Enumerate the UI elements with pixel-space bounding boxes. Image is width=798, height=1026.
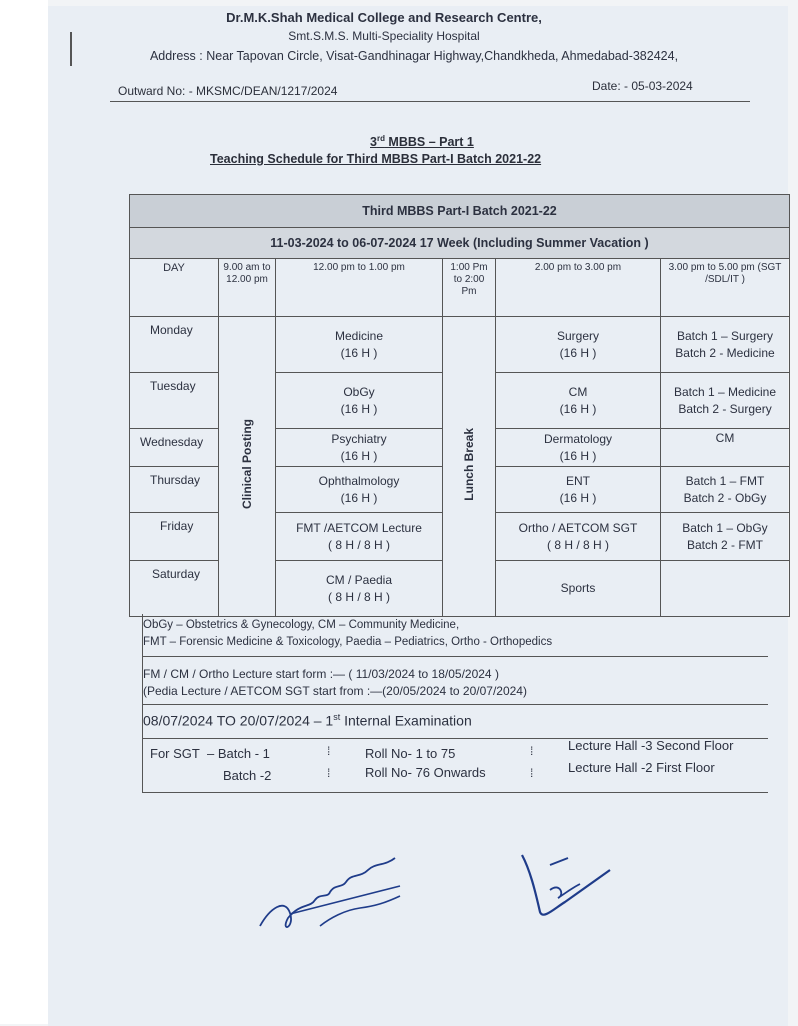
- slot-cell: ENT (16 H ): [496, 467, 661, 513]
- slot-cell: Psychiatry (16 H ): [276, 429, 443, 467]
- header-slot-1pm: 1:00 Pm to 2:00 Pm: [443, 259, 496, 317]
- slot-cell: CM / Paedia ( 8 H / 8 H ): [276, 561, 443, 617]
- schedule-table: [129, 194, 790, 617]
- day-cell: Friday: [130, 513, 219, 561]
- table-batch-header: Third MBBS Part-I Batch 2021-22: [130, 195, 790, 228]
- sgt-cell: [661, 561, 790, 617]
- abbrev-line-1: ObGy – Obstetrics & Gynecology, CM – Community Medicine,: [143, 619, 460, 631]
- sgt-cell: Batch 1 – Medicine Batch 2 - Surgery: [661, 373, 790, 429]
- sgt-batch-1-hall: Lecture Hall -3 Second Floor: [568, 738, 734, 753]
- clinical-posting-cell: [219, 317, 276, 617]
- slot-cell: CM (16 H ): [496, 373, 661, 429]
- exam-line: 08/07/2024 TO 20/07/2024 – 1st Internal Examination: [143, 712, 472, 729]
- separator-4: ⁞: [530, 766, 534, 780]
- college-name: Dr.M.K.Shah Medical College and Research Centre,: [226, 10, 542, 25]
- separator-1: ⁞: [327, 744, 331, 758]
- day-cell: Saturday: [130, 561, 219, 617]
- outward-number: Outward No: - MKSMC/DEAN/1217/2024: [118, 84, 338, 98]
- sgt-label: For SGT: [150, 746, 200, 761]
- sgt-cell: Batch 1 – ObGy Batch 2 - FMT: [661, 513, 790, 561]
- day-cell: Tuesday: [130, 373, 219, 429]
- sgt-batch-2: Batch -2: [223, 768, 272, 783]
- slot-cell: Ophthalmology (16 H ): [276, 467, 443, 513]
- header-divider: [110, 101, 750, 102]
- notes-divider: [142, 792, 768, 793]
- sgt-cell: CM: [661, 429, 790, 467]
- header-slot-2pm: 2.00 pm to 3.00 pm: [496, 259, 661, 317]
- sgt-batch-2-hall: Lecture Hall -2 First Floor: [568, 760, 715, 775]
- slot-cell: FMT /AETCOM Lecture ( 8 H / 8 H ): [276, 513, 443, 561]
- sgt-batch-2-roll: Roll No- 76 Onwards: [365, 765, 486, 780]
- slot-cell: Surgery (16 H ): [496, 317, 661, 373]
- header-slot-12pm: 12.00 pm to 1.00 pm: [276, 259, 443, 317]
- lecture-start-line-1: FM / CM / Ortho Lecture start form :— ( 11/03/2024 to 18/05/2024 ): [143, 667, 499, 681]
- lunch-break-cell: [443, 317, 496, 617]
- notes-divider: [142, 656, 768, 657]
- slot-cell: Medicine (16 H ): [276, 317, 443, 373]
- scan-margin: [0, 0, 48, 1024]
- slot-cell: Ortho / AETCOM SGT ( 8 H / 8 H ): [496, 513, 661, 561]
- sgt-cell: Batch 1 – Surgery Batch 2 - Medicine: [661, 317, 790, 373]
- day-cell: Monday: [130, 317, 219, 373]
- separator-3: ⁞: [327, 766, 331, 780]
- day-cell: Thursday: [130, 467, 219, 513]
- clinical-posting-label: Clinical Posting: [239, 418, 254, 509]
- abbrev-line-2: FMT – Forensic Medicine & Toxicology, Paedia – Pediatrics, Ortho - Orthopedics: [143, 636, 553, 648]
- table-date-range: 11-03-2024 to 06-07-2024 17 Week (Including Summer Vacation ): [130, 228, 790, 259]
- document-date: Date: - 05-03-2024: [592, 79, 693, 93]
- header-slot-3pm: 3.00 pm to 5.00 pm (SGT /SDL/IT ): [661, 259, 790, 317]
- sgt-cell: Batch 1 – FMT Batch 2 - ObGy: [661, 467, 790, 513]
- schedule-title: Teaching Schedule for Third MBBS Part-I Batch 2021-22: [210, 152, 542, 166]
- slot-cell: Dermatology (16 H ): [496, 429, 661, 467]
- part-title: 3rd MBBS – Part 1: [370, 134, 474, 150]
- signature-left: [250, 848, 420, 943]
- slot-cell: Sports: [496, 561, 661, 617]
- signature-right: [510, 850, 620, 925]
- notes-divider: [142, 704, 768, 705]
- separator-2: ⁞: [530, 744, 534, 758]
- day-cell: Wednesday: [130, 429, 219, 467]
- header-day: DAY: [130, 259, 219, 317]
- address: Address : Near Tapovan Circle, Visat-Gandhinagar Highway,Chandkheda, Ahmedabad-382424,: [149, 49, 679, 63]
- header-slot-9am: 9.00 am to 12.00 pm: [219, 259, 276, 317]
- lunch-break-label: Lunch Break: [461, 427, 476, 501]
- lecture-start-line-2: (Pedia Lecture / AETCOM SGT start from :—(20/05/2024 to 20/07/2024): [143, 684, 527, 698]
- hospital-name: Smt.S.M.S. Multi-Speciality Hospital: [288, 29, 480, 43]
- sgt-batch-1: – Batch - 1: [207, 746, 270, 761]
- slot-cell: ObGy (16 H ): [276, 373, 443, 429]
- sgt-batch-1-roll: Roll No- 1 to 75: [365, 746, 456, 761]
